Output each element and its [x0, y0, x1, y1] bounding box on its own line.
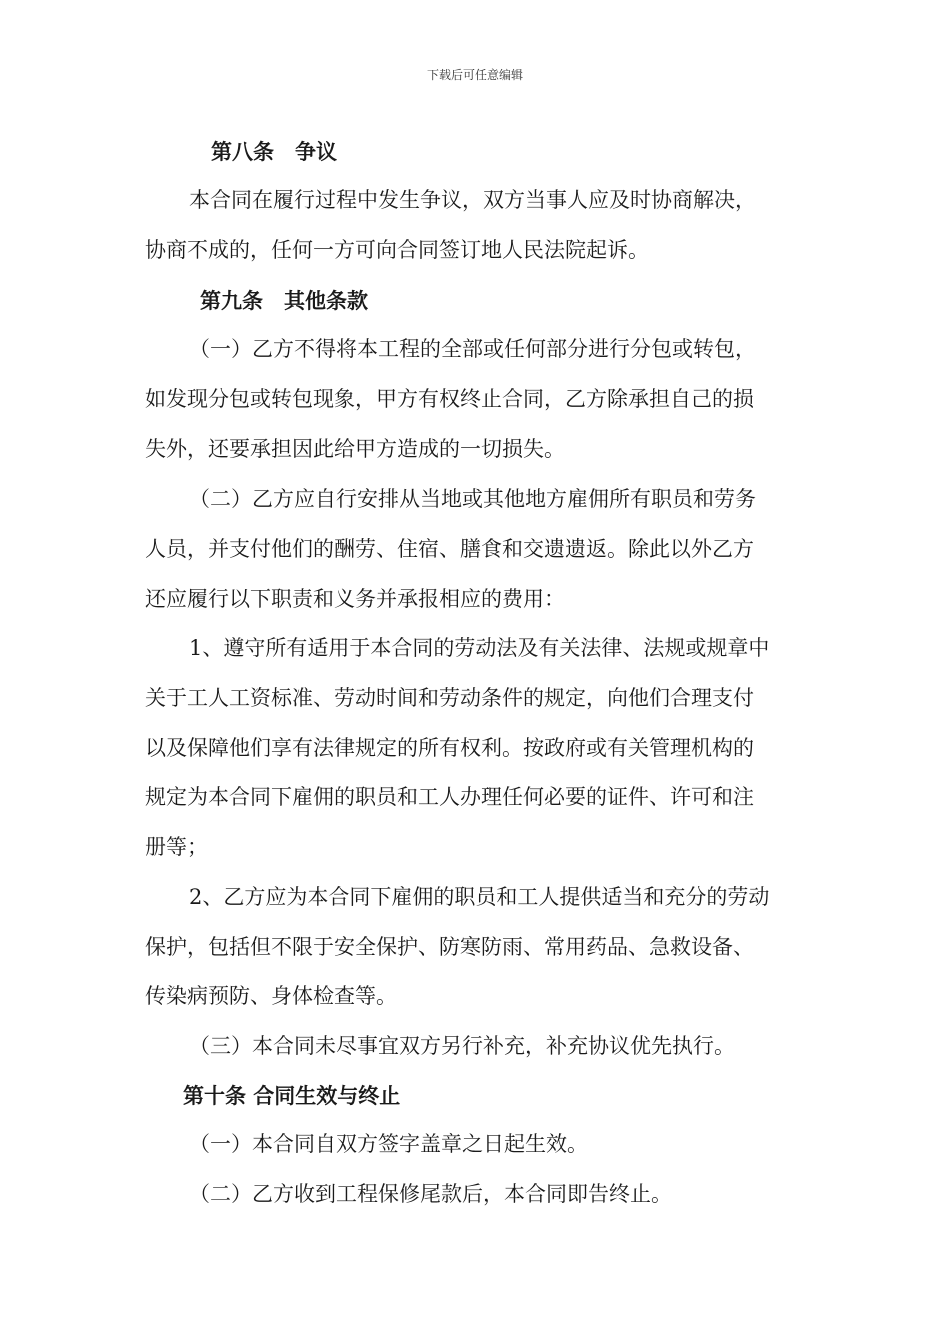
paragraph-line: 规定为本合同下雇佣的职员和工人办理任何必要的证件、许可和注 [145, 785, 754, 809]
paragraph-line: 本合同在履行过程中发生争议，双方当事人应及时协商解决， [189, 188, 756, 212]
paragraph-line: 保护，包括但不限于安全保护、防寒防雨、常用药品、急救设备、 [145, 935, 754, 959]
paragraph-line: 人员，并支付他们的酬劳、住宿、膳食和交遗遗返。除此以外乙方 [145, 537, 754, 561]
page-header: 下载后可任意编辑 [426, 68, 523, 82]
paragraph-line: 协商不成的，任何一方可向合同签订地人民法院起诉。 [145, 238, 649, 262]
paragraph-line: 以及保障他们享有法律规定的所有权利。按政府或有关管理机构的 [145, 736, 754, 760]
paragraph-line: （二）乙方应自行安排从当地或其他地方雇佣所有职员和劳务 [189, 487, 756, 511]
paragraph-line: （三）本合同未尽事宜双方另行补充，补充协议优先执行。 [189, 1034, 735, 1058]
paragraph-line: 还应履行以下职责和义务并承报相应的费用： [145, 587, 565, 611]
paragraph-line: 关于工人工资标准、劳动时间和劳动条件的规定，向他们合理支付 [145, 686, 754, 710]
paragraph-line: 传染病预防、身体检查等。 [145, 984, 397, 1008]
paragraph-line: 2、乙方应为本合同下雇佣的职员和工人提供适当和充分的劳动 [189, 885, 770, 909]
paragraph-line: 失外，还要承担因此给甲方造成的一切损失。 [145, 437, 565, 461]
paragraph-line: （一）本合同自双方签字盖章之日起生效。 [189, 1132, 588, 1156]
paragraph-line: 1、遵守所有适用于本合同的劳动法及有关法律、法规或规章中 [189, 636, 770, 660]
article-9-heading: 第九条 其他条款 [200, 288, 368, 313]
paragraph-line: （二）乙方收到工程保修尾款后，本合同即告终止。 [189, 1182, 672, 1206]
article-8-heading: 第八条 争议 [211, 139, 337, 164]
article-10-heading: 第十条 合同生效与终止 [183, 1083, 401, 1108]
paragraph-line: 册等； [145, 835, 208, 859]
paragraph-line: 如发现分包或转包现象，甲方有权终止合同，乙方除承担自己的损 [145, 387, 754, 411]
paragraph-line: （一）乙方不得将本工程的全部或任何部分进行分包或转包， [189, 337, 756, 361]
